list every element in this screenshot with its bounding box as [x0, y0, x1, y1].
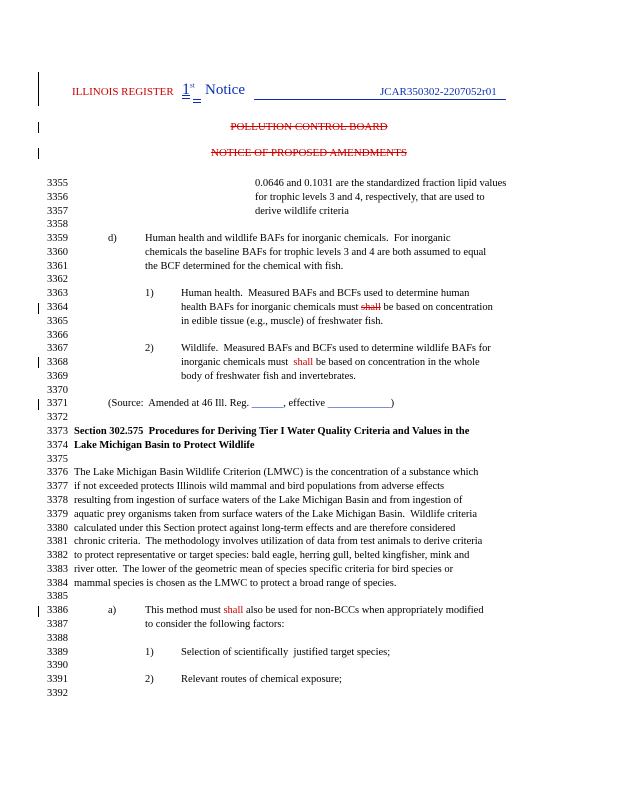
text-segment: if not exceeded protects Illinois wild mammal and bird populations from adverse effects — [74, 481, 445, 493]
line-number: 3378 — [47, 494, 68, 506]
line-number: 3388 — [47, 632, 68, 644]
text-line — [108, 398, 394, 409]
text-line — [145, 233, 451, 244]
text-segment: , effective — [283, 398, 328, 410]
line-number: 3392 — [47, 687, 68, 699]
text-segment: 0.0646 and 0.1031 are the standardized fraction lipid values — [255, 178, 507, 189]
text-segment: shall — [223, 605, 244, 617]
text-segment: health BAFs for inorganic chemicals must — [181, 302, 362, 314]
register-title: ILLINOIS REGISTER — [72, 86, 174, 98]
line-number: 3381 — [47, 536, 68, 548]
change-bar — [38, 399, 39, 410]
text-segment: be based on concentration — [380, 302, 493, 314]
text-segment: calculated under this Section protect against long-term effects and are therefore considered — [74, 522, 456, 534]
line-number: 3362 — [47, 274, 68, 286]
text-line — [181, 302, 493, 313]
text-segment: Selection of scientifically justified target species; — [181, 646, 391, 658]
notice-type: NOTICE OF PROPOSED AMENDMENTS — [211, 147, 407, 159]
line-number: 3373 — [47, 426, 68, 438]
text-line — [74, 523, 455, 534]
notice-label: Notice — [205, 82, 245, 98]
text-segment: mammal species is chosen as the LMWC to protect a broad range of species. — [74, 577, 397, 589]
line-number: 3355 — [47, 178, 68, 189]
text-line — [74, 509, 477, 520]
list-label: 2) — [145, 674, 154, 686]
line-number: 3376 — [47, 467, 68, 479]
page-number: 1st — [182, 81, 195, 98]
text-segment: (Source: Amended at 46 Ill. Reg. — [108, 398, 252, 410]
line-number: 3379 — [47, 508, 68, 520]
text-line — [74, 467, 478, 478]
text-line — [255, 206, 349, 217]
text-line — [181, 674, 342, 685]
line-number: 3385 — [47, 591, 68, 603]
text-segment: shall — [293, 357, 314, 369]
text-line — [145, 605, 484, 616]
text-line — [74, 426, 469, 437]
text-line — [74, 578, 396, 589]
line-number: 3371 — [47, 398, 68, 410]
line-number: 3359 — [47, 233, 68, 245]
text-line — [74, 440, 255, 451]
text-segment: The Lake Michigan Basin Wildlife Criterion (LMWC) is the concentration of a substance which — [74, 467, 479, 479]
text-line — [74, 481, 444, 492]
text-line — [145, 261, 343, 272]
text-segment: ____________ — [327, 398, 391, 410]
line-number: 3364 — [47, 302, 68, 314]
text-segment: This method must — [145, 605, 224, 617]
text-segment: ) — [390, 398, 395, 410]
line-number: 3375 — [47, 453, 68, 465]
jcar-code: JCAR350302-2207052r01 — [380, 86, 497, 98]
text-line — [181, 371, 356, 382]
text-segment: inorganic chemicals must — [181, 357, 294, 369]
line-number: 3357 — [47, 205, 68, 217]
text-segment: body of freshwater fish and invertebrates. — [181, 370, 356, 382]
text-line — [74, 495, 462, 506]
line-number: 3386 — [47, 605, 68, 617]
board-title: POLLUTION CONTROL BOARD — [230, 121, 388, 133]
text-line — [145, 247, 486, 258]
text-segment: Human health and wildlife BAFs for inorganic chemicals. For inorganic — [145, 233, 451, 245]
list-label: 1) — [145, 288, 154, 300]
text-line — [181, 357, 480, 368]
list-label: d) — [108, 233, 117, 245]
page-number-underline — [193, 102, 201, 103]
text-segment: chronic criteria. The methodology involves utilization of data from test animals to derive criteria — [74, 536, 483, 548]
line-number: 3374 — [47, 439, 68, 451]
line-number: 3382 — [47, 550, 68, 562]
change-bar — [38, 72, 39, 106]
line-number: 3360 — [47, 246, 68, 258]
line-number: 3366 — [47, 329, 68, 341]
text-segment: chemicals the baseline BAFs for trophic levels 3 and 4 are both assumed to equal — [145, 246, 487, 258]
line-number: 3367 — [47, 343, 68, 355]
line-number: 3380 — [47, 522, 68, 534]
list-label: 2) — [145, 343, 154, 355]
text-segment: ______ — [251, 398, 284, 410]
line-number: 3389 — [47, 646, 68, 658]
text-segment: aquatic prey organisms taken from surface waters of the Lake Michigan Basin. Wildlife criteria — [74, 508, 478, 520]
text-line — [255, 192, 485, 203]
text-line — [181, 288, 469, 299]
text-segment: Lake Michigan Basin to Protect Wildlife — [74, 439, 255, 451]
text-segment: the BCF determined for the chemical with fish. — [145, 260, 344, 272]
change-bar — [38, 303, 39, 314]
text-line — [145, 619, 284, 630]
text-line — [74, 550, 469, 561]
line-number: 3358 — [47, 219, 68, 231]
text-segment: be based on concentration in the whole — [313, 357, 480, 369]
line-number: 3365 — [47, 315, 68, 327]
change-bar — [38, 357, 39, 368]
text-segment: Section 302.575 Procedures for Deriving Tier I Water Quality Criteria and Values in the — [74, 426, 470, 438]
list-label: a) — [108, 605, 117, 617]
text-segment: Wildlife. Measured BAFs and BCFs used to determine wildlife BAFs for — [181, 343, 491, 355]
text-segment: in edible tissue (e.g., muscle) of freshwater fish. — [181, 315, 384, 327]
line-number: 3368 — [47, 357, 68, 369]
line-number: 3356 — [47, 191, 68, 203]
notice-underline — [254, 99, 506, 100]
text-line — [255, 178, 506, 189]
line-number: 3361 — [47, 260, 68, 272]
text-line — [181, 316, 383, 327]
text-segment: resulting from ingestion of surface waters of the Lake Michigan Basin and from ingestion of — [74, 494, 463, 506]
text-segment: for trophic levels 3 and 4, respectively, that are used to — [255, 191, 485, 203]
line-number: 3377 — [47, 481, 68, 493]
text-segment: to protect representative or target species: bald eagle, herring gull, belted kingfisher, mink and — [74, 550, 470, 562]
line-number: 3372 — [47, 412, 68, 424]
list-label: 1) — [145, 646, 154, 658]
text-segment: Human health. Measured BAFs and BCFs used to determine human — [181, 288, 470, 300]
text-segment: to consider the following factors: — [145, 618, 285, 630]
line-number: 3363 — [47, 288, 68, 300]
text-segment: shall — [361, 302, 381, 314]
page-number-underline — [193, 99, 201, 100]
line-number: 3383 — [47, 563, 68, 575]
text-segment: derive wildlife criteria — [255, 205, 349, 217]
text-line — [181, 647, 390, 658]
change-bar — [38, 606, 39, 617]
text-segment: Relevant routes of chemical exposure; — [181, 674, 342, 686]
line-number: 3387 — [47, 618, 68, 630]
text-segment: also be used for non-BCCs when appropriately modified — [243, 605, 484, 617]
text-line — [74, 536, 482, 547]
text-segment: river otter. The lower of the geometric mean of species specific criteria for bird species or — [74, 563, 454, 575]
text-line — [74, 564, 453, 575]
line-number: 3390 — [47, 660, 68, 672]
line-number: 3384 — [47, 577, 68, 589]
line-number: 3370 — [47, 384, 68, 396]
line-number: 3369 — [47, 370, 68, 382]
text-line — [181, 343, 491, 354]
line-number: 3391 — [47, 674, 68, 686]
